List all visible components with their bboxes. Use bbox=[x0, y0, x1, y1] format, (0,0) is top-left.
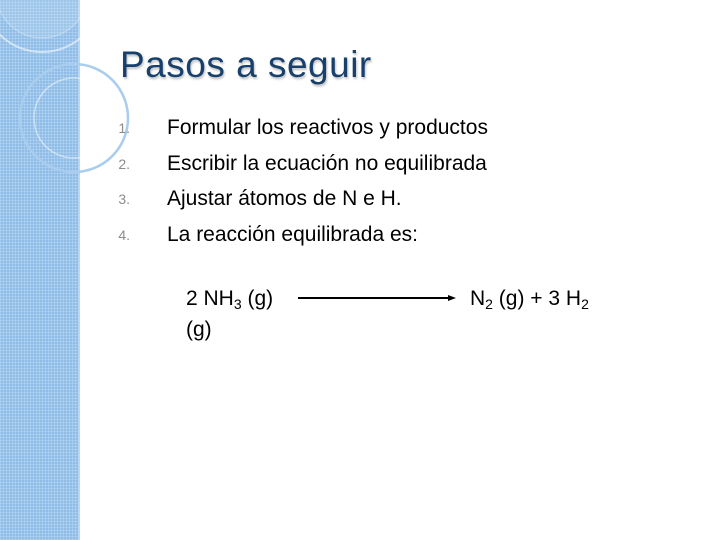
step-text: Ajustar átomos de N e H. bbox=[167, 187, 402, 210]
reactant-formula: 2 NH bbox=[186, 287, 234, 310]
step-number: 2. bbox=[118, 155, 130, 172]
step-number: 4. bbox=[118, 226, 130, 243]
step-number: 3. bbox=[118, 191, 130, 207]
step-text: Escribir la ecuación no equilibrada bbox=[167, 151, 487, 175]
equation-products bbox=[470, 287, 589, 312]
product-rest: (g) + 3 H bbox=[492, 287, 582, 310]
product-h2-subscript: 2 bbox=[581, 296, 589, 312]
product-n2: N bbox=[470, 287, 486, 310]
reactant-state-wrapped: (g) bbox=[186, 318, 212, 341]
step-text: La reacción equilibrada es: bbox=[167, 222, 418, 246]
equation-reactant bbox=[186, 287, 273, 312]
reaction-arrow-icon bbox=[298, 290, 458, 310]
step-text: Formular los reactivos y productos bbox=[167, 116, 488, 139]
slide-title: Pasos a seguir bbox=[120, 44, 372, 85]
step-number: 1. bbox=[118, 120, 130, 136]
product-n2-subscript: 2 bbox=[485, 296, 493, 312]
reactant-subscript: 3 bbox=[233, 296, 242, 312]
reactant-state: (g) bbox=[241, 287, 274, 310]
